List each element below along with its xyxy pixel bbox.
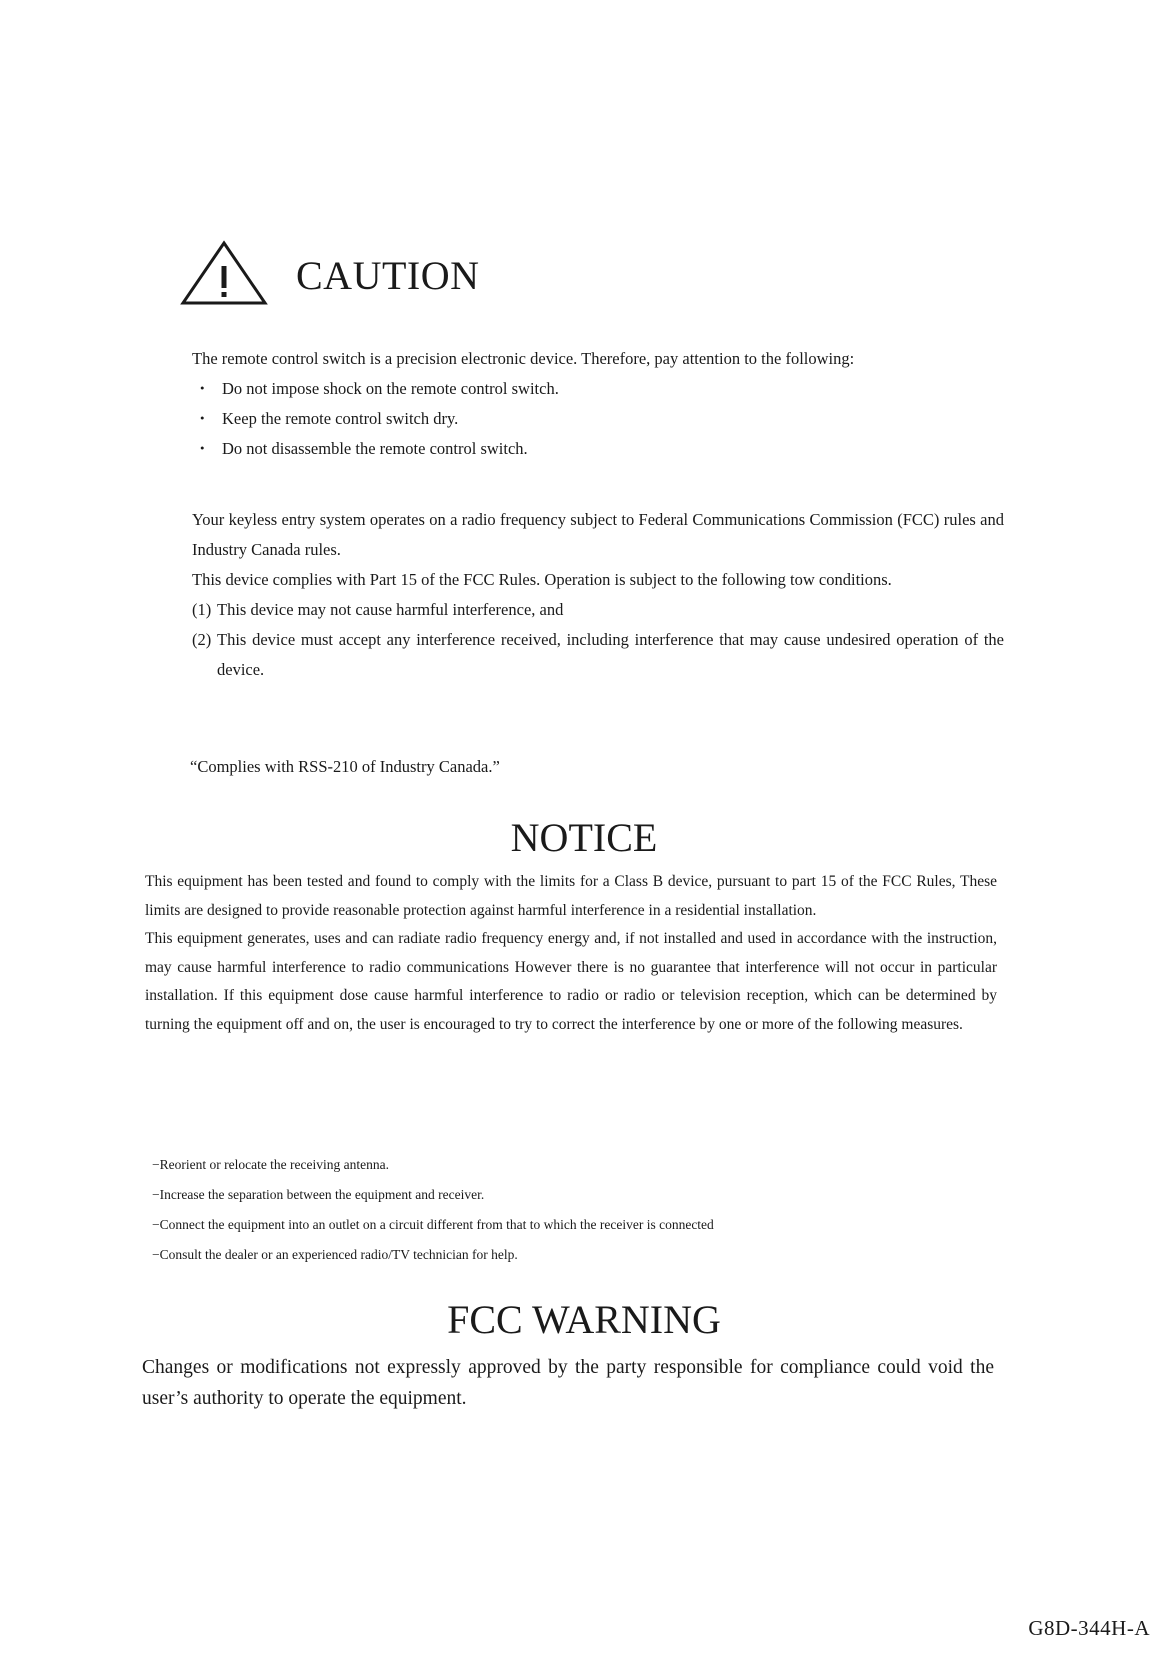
list-item [192, 374, 1004, 404]
caution-header [180, 240, 479, 306]
list-item: −Increase the separation between the equipment and receiver. [152, 1187, 485, 1202]
caution-title: CAUTION [296, 253, 480, 298]
bullet-text: Keep the remote control switch dry. [222, 409, 459, 428]
caution-intro: The remote control switch is a precision electronic device. Therefore, pay attention to the following: [192, 349, 855, 368]
notice-title: NOTICE [510, 815, 658, 860]
caution-bullet-list [192, 374, 1004, 464]
condition-number: (2) [192, 630, 212, 649]
bullet-marker: ・ [194, 379, 211, 398]
condition-text: This device must accept any interference received, including interference that may cause undesired operation of the device. [217, 630, 1004, 679]
condition-item [192, 625, 1004, 685]
fcc-warning-title: FCC WARNING [447, 1297, 721, 1342]
list-item: −Connect the equipment into an outlet on a circuit different from that to which the receiver is connected [152, 1217, 714, 1232]
list-item [192, 404, 1004, 434]
caution-section [192, 344, 1004, 464]
notice-section [145, 868, 997, 1039]
fcc-paragraph-1: Your keyless entry system operates on a radio frequency subject to Federal Communications Commission (FCC) rules and Industry Canada rules. [192, 510, 1004, 559]
notice-paragraph-1: This equipment has been tested and found to comply with the limits for a Class B device, pursuant to part 15 of the FCC Rules, These limits are designed to provide reasonable protection against harmful interference in a residential installation. [145, 873, 997, 919]
rss-compliance: “Complies with RSS-210 of Industry Canada.” [190, 757, 500, 776]
notice-paragraph-2: This equipment generates, uses and can radiate radio frequency energy and, if not installed and used in accordance with the instruction, may cause harmful interference to radio communications However there is no guarantee that interference will not occur in particular installation. If this equipment dose cause harmful interference to radio or radio or television reception, which can be determined by turning the equipment off and on, the user is encouraged to try to correct the interference by one or more of the following measures. [145, 930, 997, 1033]
list-item: −Reorient or relocate the receiving antenna. [152, 1157, 390, 1172]
fcc-warning-text: Changes or modifications not expressly approved by the party responsible for compliance could void the user’s authority to operate the equipment. [142, 1357, 994, 1409]
fcc-statement [192, 505, 1004, 685]
bullet-marker: ・ [194, 439, 211, 458]
fcc-paragraph-2: This device complies with Part 15 of the FCC Rules. Operation is subject to the following tow conditions. [192, 570, 892, 589]
bullet-marker: ・ [194, 409, 211, 428]
list-item: −Consult the dealer or an experienced radio/TV technician for help. [152, 1247, 518, 1262]
condition-item [192, 595, 1004, 625]
condition-text: This device may not cause harmful interference, and [217, 600, 564, 619]
bullet-text: Do not disassemble the remote control switch. [222, 439, 528, 458]
document-code: G8D-344H-A [1028, 1616, 1150, 1640]
bullet-text: Do not impose shock on the remote control switch. [222, 379, 559, 398]
warning-triangle-icon [180, 240, 268, 306]
list-item [192, 434, 1004, 464]
measures-list [152, 1150, 972, 1270]
condition-number: (1) [192, 600, 212, 619]
